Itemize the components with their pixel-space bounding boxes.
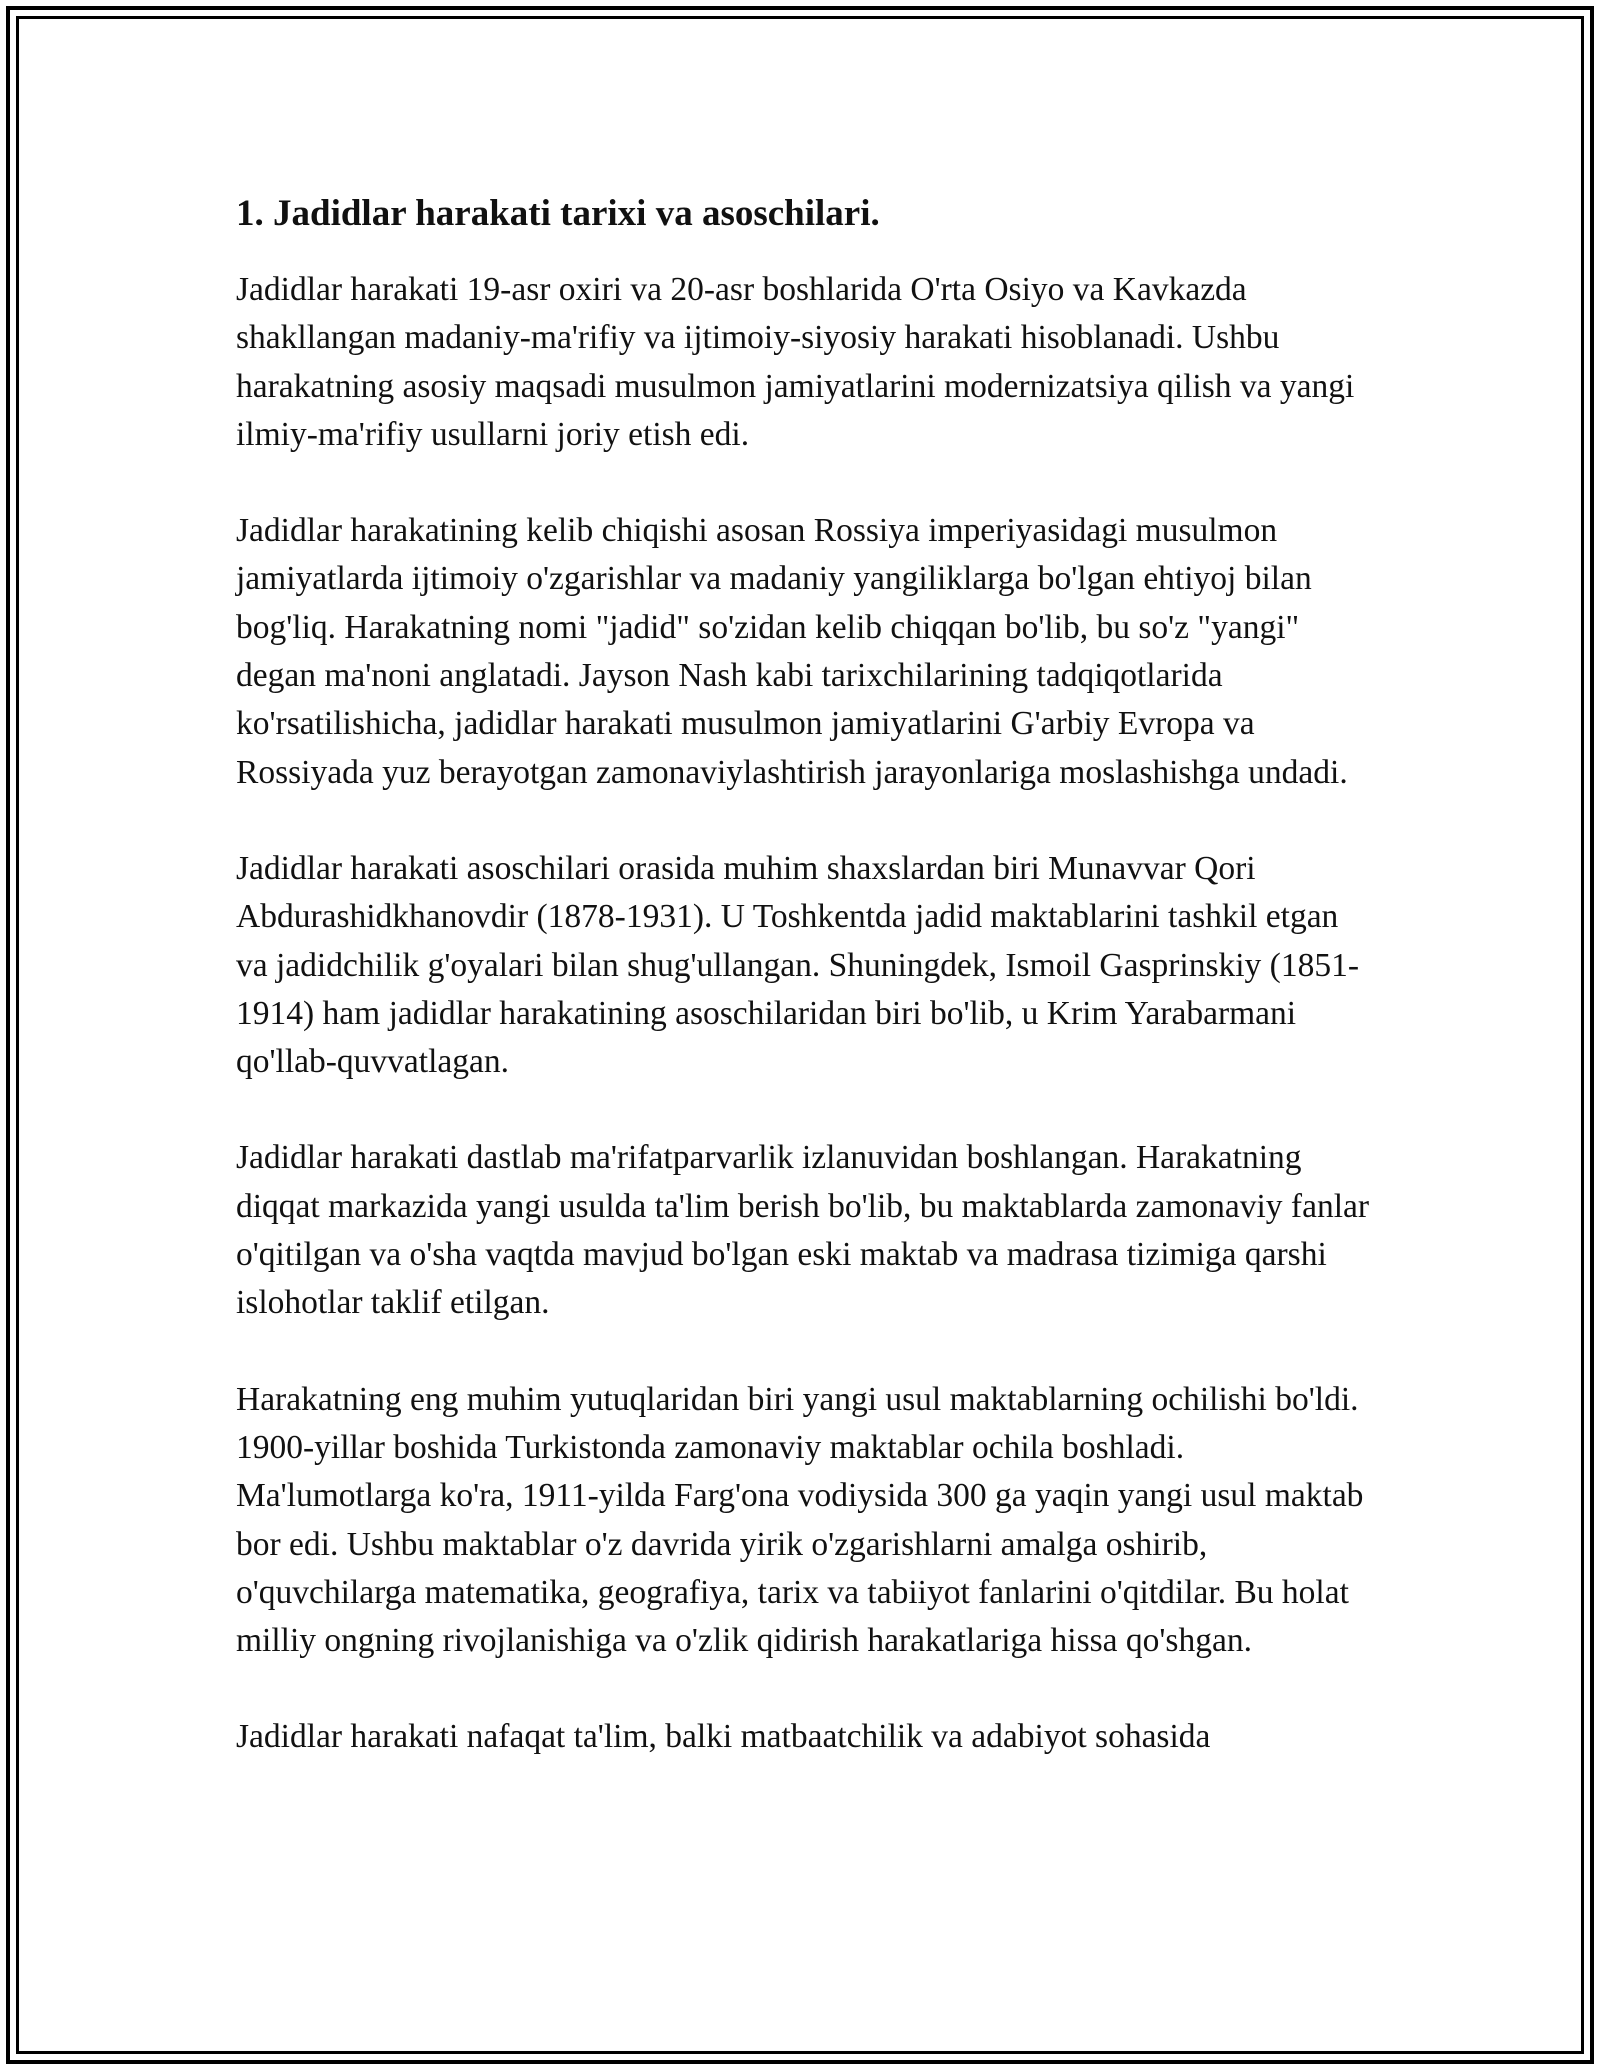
paragraph-origins: Jadidlar harakatining kelib chiqishi asosan Rossiya imperiyasidagi musulmon jamiyatlarda ijtimoiy o'zgarishlar va madaniy yangiliklarga bo'lgan ehtiyoj bilan bog'liq. Harakatning nomi "jadid" so'zidan kelib chiqqan bo'lib, bu so'z "yangi" degan ma'noni anglatadi. Jayson Nash kabi tarixchilarining tadqiqotlarida ko'rsatilishicha, jadidlar harakati musulmon jamiyatlarini G'arbiy Evropa va Rossiyada yuz berayotgan zamonaviylashtirish jarayonlariga moslashishga undadi. [236,512,1348,791]
paragraph-continuation: Jadidlar harakati nafaqat ta'lim, balki matbaatchilik va adabiyot sohasida [236,1718,1211,1756]
document-body [236,188,1376,1810]
paragraph-founders: Jadidlar harakati asoschilari orasida muhim shaxslardan biri Munavvar Qori Abdurashidkhanovdir (1878-1931). U Toshkentda jadid maktablarini tashkil etgan va jadidchilik g'oyalari bilan shug'ullangan. Shuningdek, Ismoil Gasprinskiy (1851-1914) ham jadidlar harakatining asoschilaridan biri bo'lib, u Krim Yarabarmani qo'llab-quvvatlagan. [236,849,1359,1081]
paragraph-schools: Harakatning eng muhim yutuqlaridan biri yangi usul maktablarning ochilishi bo'ldi. 1900-yillar boshida Turkistonda zamonaviy maktablar ochila boshladi. Ma'lumotlarga ko'ra, 1911-yilda Farg'ona vodiysida 300 ga yaqin yangi usul maktab bor edi. Ushbu maktablar o'z davrida yirik o'zgarishlarni amalga oshirib, o'quvchilarga matematika, geografiya, tarix va tabiiyot fanlarini o'qitdilar. Bu holat milliy ongning rivojlanishiga va o'zlik qidirish harakatlariga hissa qo'shgan. [236,1380,1364,1660]
paragraph-intro: Jadidlar harakati 19-asr oxiri va 20-asr boshlarida O'rta Osiyo va Kavkazda shakllangan madaniy-ma'rifiy va ijtimoiy-siyosiy harakati hisoblanadi. Ushbu harakatning asosiy maqsadi musulmon jamiyatlarini modernizatsiya qilish va yangi ilmiy-ma'rifiy usullarni joriy etish edi. [236,271,1355,453]
section-heading: 1. Jadidlar harakati tarixi va asoschilari. [236,193,880,234]
paragraph-enlightenment: Jadidlar harakati dastlab ma'rifatparvarlik izlanuvidan boshlangan. Harakatning diqqat markazida yangi usulda ta'lim berish bo'lib, bu maktablarda zamonaviy fanlar o'qitilgan va o'sha vaqtda mavjud bo'lgan eski maktab va madrasa tizimiga qarshi islohotlar taklif etilgan. [236,1139,1370,1322]
